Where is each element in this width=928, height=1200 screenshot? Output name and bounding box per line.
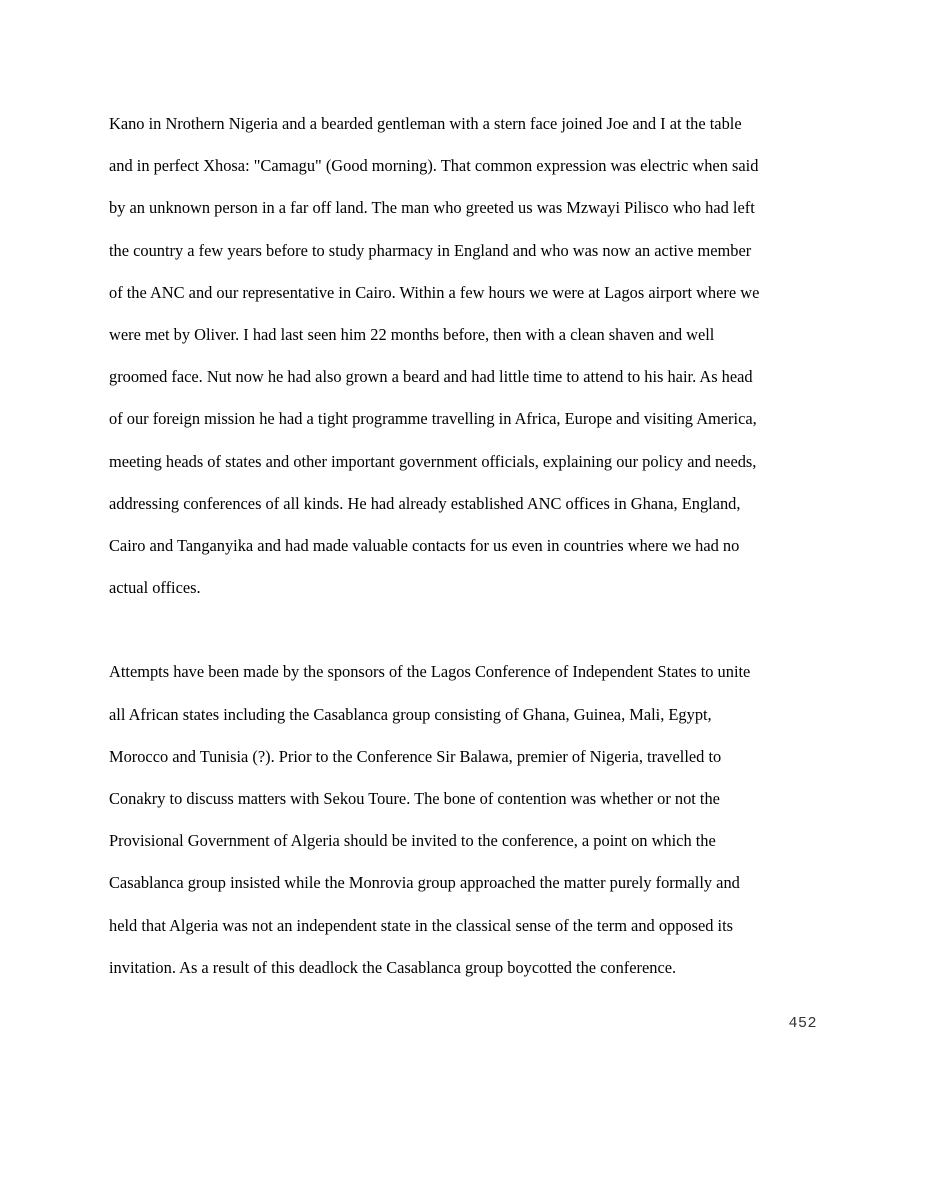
- text-line: addressing conferences of all kinds. He had already established ANC offices in Ghana, England,: [109, 493, 741, 513]
- page-number: 452: [788, 1015, 817, 1032]
- text-line: of our foreign mission he had a tight programme travelling in Africa, Europe and visiting America,: [109, 409, 757, 429]
- text-line: held that Algeria was not an independent state in the classical sense of the term and opposed its: [109, 915, 734, 935]
- text-line: groomed face. Nut now he had also grown a beard and had little time to attend to his hair. As head: [109, 367, 753, 387]
- text-line: were met by Oliver. I had last seen him 22 months before, then with a clean shaven and well: [109, 324, 715, 344]
- text-line: by an unknown person in a far off land. The man who greeted us was Mzwayi Pilisco who had left: [109, 198, 755, 218]
- paragraph-spacer: [109, 609, 819, 651]
- text-line: of the ANC and our representative in Cairo. Within a few hours we were at Lagos airport where we: [109, 282, 760, 302]
- text-line: invitation. As a result of this deadlock the Casablanca group boycotted the conference.: [109, 957, 677, 977]
- paragraph: [109, 103, 819, 609]
- text-line: Cairo and Tanganyika and had made valuable contacts for us even in countries where we had no: [109, 535, 740, 555]
- text-line: all African states including the Casablanca group consisting of Ghana, Guinea, Mali, Egypt,: [109, 704, 712, 724]
- paragraph: [109, 651, 819, 989]
- text-line: meeting heads of states and other important government officials, explaining our policy and needs,: [109, 451, 757, 471]
- text-line: actual offices.: [109, 578, 201, 598]
- text-line: Attempts have been made by the sponsors of the Lagos Conference of Independent States to unite: [109, 662, 751, 682]
- body-text: [109, 103, 819, 989]
- text-line: Conakry to discuss matters with Sekou Toure. The bone of contention was whether or not the: [109, 789, 720, 808]
- text-line: the country a few years before to study pharmacy in England and who was now an active member: [109, 240, 752, 260]
- text-line: Morocco and Tunisia (?). Prior to the Conference Sir Balawa, premier of Nigeria, travelled to: [109, 746, 722, 766]
- text-line: Casablanca group insisted while the Monrovia group approached the matter purely formally and: [109, 873, 740, 893]
- text-line: Kano in Nrothern Nigeria and a bearded gentleman with a stern face joined Joe and I at the table: [109, 114, 742, 133]
- text-line: Provisional Government of Algeria should be invited to the conference, a point on which the: [109, 831, 716, 851]
- text-line: and in perfect Xhosa: "Camagu" (Good morning). That common expression was electric when said: [109, 156, 759, 176]
